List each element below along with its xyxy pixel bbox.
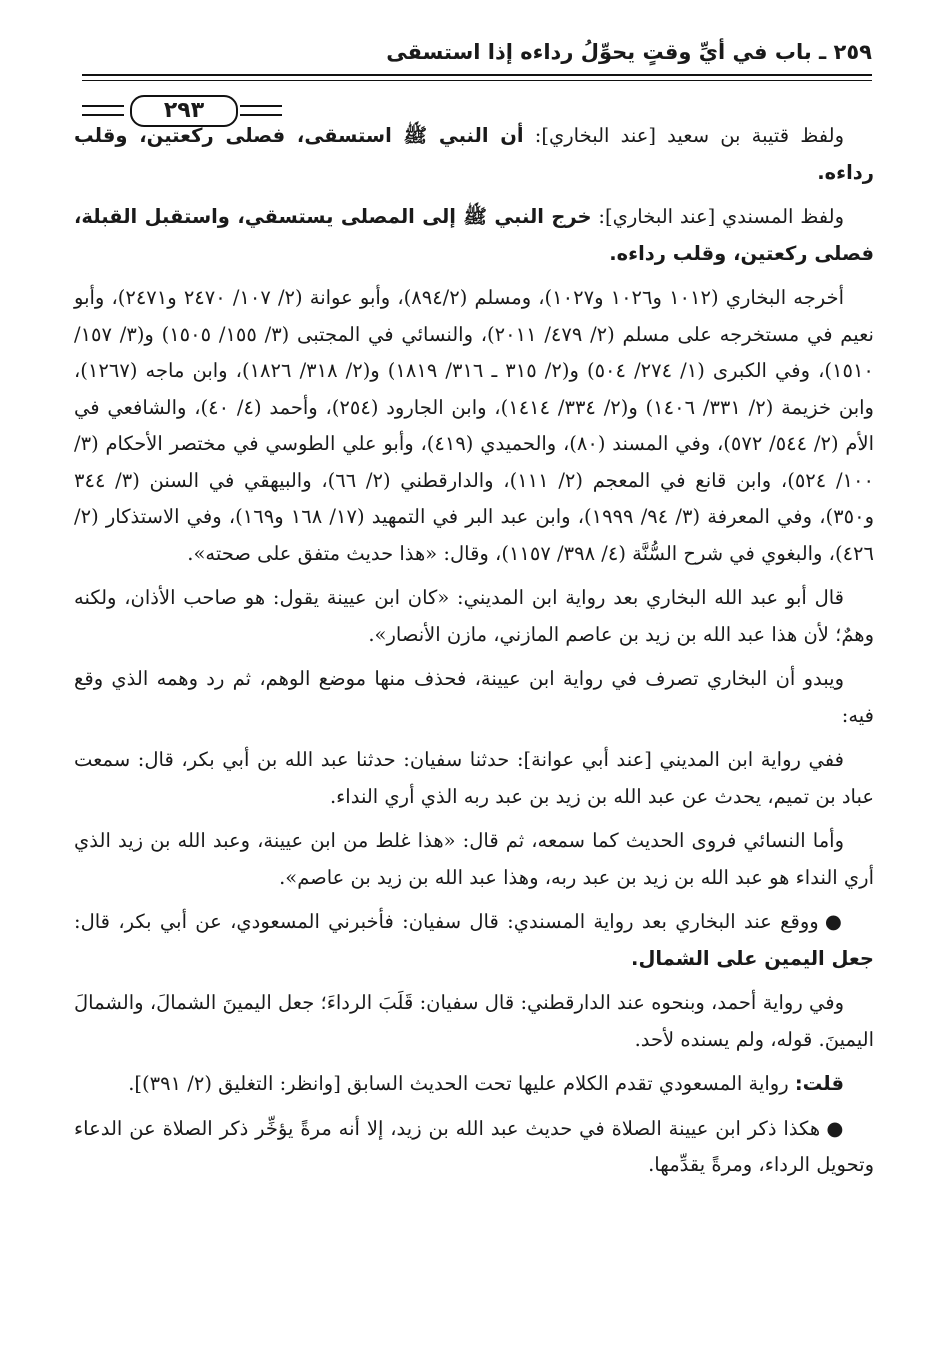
chapter-title: ٢٥٩ ـ باب في أيِّ وقتٍ يحوِّلُ رداءه إذا استسقى (386, 40, 872, 64)
bullet-icon: ● (824, 910, 844, 933)
header-rule (82, 74, 872, 76)
header-rule-thin (82, 80, 872, 81)
paragraph-intro: ولفظ المسندي [عند البخاري]: (591, 205, 844, 228)
paragraph-qutaybah (74, 118, 874, 191)
hadith-text-bold: خرج النبي ﷺ إلى المصلى يستسقي، واستقبل القبلة، فصلى ركعتين، وقلب رداءه. (74, 205, 874, 265)
paragraph-intro: ووقع عند البخاري بعد رواية المسندي: قال سفيان: فأخبرني المسعودي، عن أبي بكر، قال: (74, 910, 825, 933)
hadith-text-bold: أن النبي ﷺ استسقى، فصلى ركعتين، وقلب رداءه. (74, 124, 874, 184)
paragraph-wahm: ويبدو أن البخاري تصرف في رواية ابن عيينة، فحذف منها موضع الوهم، ثم رد وهمه الذي وقع فيه: (74, 667, 874, 727)
paragraph-bukhari-note: قال أبو عبد الله البخاري بعد رواية ابن المديني: «كان ابن عيينة يقول: هو صاحب الأذان، ولكنه وهمٌ؛ لأن هذا عبد الله بن زيد بن عاصم المازني، مازن الأنصار». (74, 586, 874, 646)
paragraph-text: هكذا ذكر ابن عيينة الصلاة في حديث عبد الله بن زيد، إلا أنه مرةً يؤخِّر ذكر الصلاة عن الدعاء وتحويل الرداء، ومرةً يقدِّمها. (74, 1116, 874, 1176)
main-text (74, 118, 874, 1192)
bullet-icon: ● (826, 1116, 845, 1140)
qultu-label: قلت: (794, 1072, 844, 1095)
paragraph-takhrij: أخرجه البخاري (١٠١٢ و١٠٢٦ و١٠٢٧)، ومسلم (٨٩٤/٢)، وأبو عوانة (٢/ ١٠٧/ ٢٤٧٠ و٢٤٧١)، وأبو نعيم في مستخرجه على مسلم (٢/ ٤٧٩/ ٢٠١١)، والنسائي في المجتبى (٣/ ١٥٥/ ١٥٠٥) و(٣/ ١٥٧/ ١٥١٠)، وفي الكبرى (١/ ٢٧٤/ ٥٠٤) و(٢/ ٣١٥ ـ ٣١٦/ ١٨١٩) و(٢/ ٣١٨/ ١٨٢٦)، وابن ماجه (١٢٦٧)، وابن خزيمة (٢/ ٣٣١/ ١٤٠٦) و(٢/ ٣٣٤/ ١٤١٤)، وابن الجارود (٢٥٤)، وأحمد (٤/ ٤٠)، والشافعي في الأم (٢/ ٥٤٤/ ٥٧٢)، وفي المسند (٨٠)، والحميدي (٤١٩)، وأبو علي الطوسي في مختصر الأحكام (٣/ ١٠٠/ ٥٢٤)، وابن قانع في المعجم (٢/ ١١١)، والدارقطني (٢/ ٦٦)، والبيهقي في السنن (٣/ ٣٤٤ و٣٥٠)، وفي المعرفة (٣/ ٩٤/ ١٩٩٩)، وابن عبد البر في التمهيد (١٧/ ١٦٨ و١٦٩)، وفي الاستذكار (٢/ ٤٢٦)، والبغوي في شرح السُّنَّة (٤/ ٣٩٨/ ١١٥٧)، وقال: «هذا حديث متفق على صحته». (74, 286, 874, 565)
ornament-lines-left (82, 105, 124, 116)
paragraph-ahmad: وفي رواية أحمد، وبنحوه عند الدارقطني: قال سفيان: قَلَبَ الرداءَ؛ جعل اليمينَ الشمالَ، والشمالَ اليمينَ. قوله، ولم يسنده لأحد. (74, 991, 874, 1051)
paragraph-musnadi (74, 199, 874, 272)
paragraph-nasai: وأما النسائي فروى الحديث كما سمعه، ثم قال: «هذا غلط من ابن عيينة، وعبد الله بن زيد الذي أري النداء هو عبد الله بن زيد بن عبد ربه، وهذا عبد الله بن زيد بن عاصم». (74, 829, 874, 889)
hadith-text-bold: جعل اليمين على الشمال. (631, 946, 874, 970)
paragraph-ibn-madini: ففي رواية ابن المديني [عند أبي عوانة]: حدثنا سفيان: حدثنا عبد الله بن أبي بكر، قال: سمعت عباد بن تميم، يحدث عن عبد الله بن زيد بن عبد ربه الذي أري النداء. (74, 748, 874, 808)
paragraph-qultu (74, 1066, 874, 1103)
paragraph-intro: ولفظ قتيبة بن سعيد [عند البخاري]: (523, 124, 845, 147)
paragraph-final (74, 1111, 874, 1184)
page-number: ٢٩٣ (130, 95, 238, 127)
page-header (82, 40, 872, 123)
paragraph-text: رواية المسعودي تقدم الكلام عليها تحت الحديث السابق [وانظر: التغليق (٢/ ٣٩١)]. (128, 1072, 795, 1095)
ornament-lines-right (240, 105, 282, 116)
paragraph-masudi (74, 904, 874, 977)
